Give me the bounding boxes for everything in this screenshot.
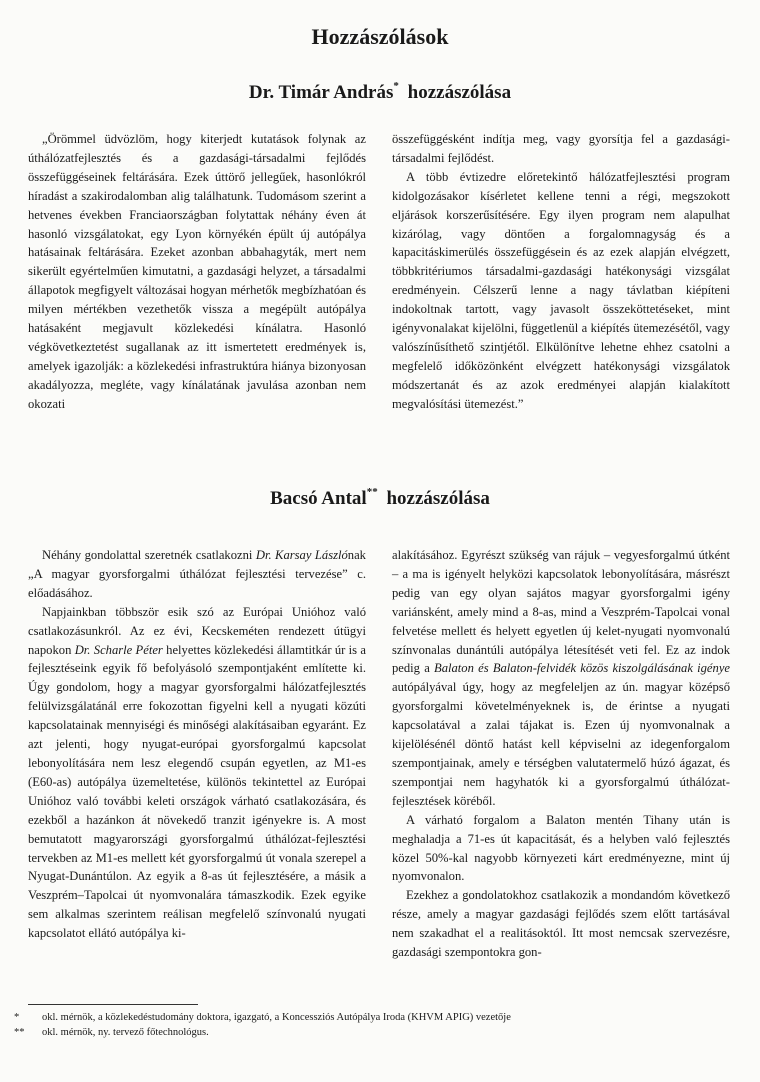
footnote-text: okl. mérnök, a közlekedéstudomány doktora, igazgató, a Koncessziós Autópálya Iroda (KHVM APIG) vezetője <box>42 1012 511 1023</box>
heading-suffix: hozzászólása <box>407 82 512 103</box>
left-column <box>28 130 366 414</box>
footnote-marker: * <box>393 80 399 92</box>
author-name: Dr. Timár András <box>248 82 394 103</box>
section-2-heading <box>0 486 760 510</box>
footnote-divider <box>28 1004 198 1005</box>
paragraph <box>392 886 730 962</box>
footnote <box>12 1025 742 1040</box>
text-run: Napjainkban többször esik szó az Európai Unióhoz való csatlakozásunkról. Az ez évi, Kecskeméten rendezett útügyi napokon <box>28 604 366 657</box>
paragraph: A több évtizedre előretekintő hálózatfejlesztési program kidolgozásakor kísérletet kellene tenni a régi, megszokott eljárások korszerűsítésére. Egy ilyen program nem alapulhat kizárólag, vagy döntően a forgalomnagyság és a kapacitáskimerülés összefüggésein és az ezek alapján elvégzett, többkritériumos társadalmi-gazdasági hatékonysági vizsgálat eredményein. Célszerű lenne a nagy távlatban kiépíteni indokoltnak tartott, vagy javasolt összeköttetéseket, mint igényvonalakat kijelölni, függetlenül a kiépítés ütemezésétől, vagy valószínűsíthető szintjétől. Elkülönítve lehetne ehhez csatolni a megfelelő időközönként elvégzett hatékonysági vizsgálatok módszertanát és az azok eredményei alapján kialakított megvalósítási ütemezést.” <box>392 169 730 411</box>
author-name: Bacsó Antal <box>270 488 367 509</box>
text-run: Néhány gondolattal szeretnék csatlakozni <box>42 548 256 562</box>
left-column <box>28 546 366 962</box>
footnote-text: okl. mérnök, ny. tervező főtechnológus. <box>42 1027 209 1038</box>
paragraph: „Örömmel üdvözlöm, hogy kiterjedt kutatások folynak az úthálózatfejlesztés és a gazdasági-társadalmi fejlődés összefüggéseinek feltárására. Ezek úttörő jellegűek, hasonlókról híradást a szakirodalomban alig találhatunk. Tudomásom szerint a hetvenes években Franciaországban folytattak néhány éven át hasonló vizsgálatokat, egy Lyon környékén épült új autópálya hatásainak feltárására. Ezeket azonban abbahagyták, mert nem sikerült egyértelműen kimutatni, a gazdasági helyzet, a társadalmi állapotok megfigyelt változásai hogyan mérhetők megbízhatóan és milyen mértékben vezethetők vissza a megépült autópálya hatásaként megjavult közlekedési kínálatra. Hasonló végkövetkeztetést sugallanak az itt ismertetett eredmények is, amelyek igazolják: a közlekedési infrastruktúra hiánya bizonyosan akadályozza, megléte, vagy kínálatának javulása azonban nem okozati <box>28 132 366 411</box>
page-title: Hozzászólások <box>311 24 449 49</box>
paragraph <box>28 603 366 943</box>
section-2-body <box>28 546 730 962</box>
paragraph <box>392 546 730 811</box>
heading-suffix: hozzászólása <box>386 488 490 509</box>
italic-name: Dr. Scharle Péter <box>74 642 163 657</box>
text-run: Ezekhez a gondolatokhoz csatlakozik a mondandóm következő része, amely a magyar gazdasági fejlődés szem előtt tartásával nem szakadhat el a realitásoktól. Itt most nemcsak szervezésre, gazdasági szempontokra gon- <box>392 888 730 960</box>
text-run: A várható forgalom a Balaton mentén Tihany után is meghaladja a 71-es út kapacitását, és a helyben való fejlesztés közel 50%-kal nagyobb környezeti kárt eredményezne, mint új nyomvonalon. <box>392 812 730 884</box>
footnote-mark: ** <box>14 1027 25 1038</box>
paragraph: összefüggésként indítja meg, vagy gyorsítja fel a gazdasági-társadalmi fejlődést. <box>392 132 730 165</box>
section-1-heading <box>0 80 760 104</box>
paragraph <box>392 811 730 887</box>
text-run: alakításához. Egyrészt szükség van rájuk – vegyesforgalmú útként – a ma is igényelt helyközi kapcsolatok lebonyolítására, másrészt pedig van egy olyan sajátos magyar gyorsforgalmi igény variánsként, amely mind a 8-as, mind a Veszprém-Tapolcai vonal felvetése mellett és helyett egyetlen új kelet-nyugati nyomvonalú színvonalas dunántúli autópálya létesítését veti fel. Ez az indok pedig a <box>392 548 730 676</box>
section-1-body <box>28 130 730 414</box>
footnote-mark: * <box>14 1012 20 1023</box>
right-column <box>392 546 730 962</box>
footnote-marker: ** <box>366 486 378 498</box>
italic-name: Dr. Karsay László <box>255 548 348 562</box>
italic-name: Balaton és Balaton-felvidék közös kiszolgálásának igénye <box>434 661 731 676</box>
text-run: helyettes közlekedési államtitkár úr is a fejlesztéseink egyik fő befolyásoló szempontjaként említette ki. Úgy gondolom, hogy a magyar gyorsforgalmi hálózatfejlesztés felülvizsgálatánál erre fokozottan figyelni kell a nyugati közúti kapcsolatainak mennyiségi és minőségi alakításaiban egyaránt. Ez azt jelenti, hogy nyugat-európai gyorsforgalmú kapcsolat lebonyolítására nem lesz elegendő csupán egyetlen, az M1-es (E60-as) autópálya üzemeltetése, különös tekintettel az Európai Unióhoz való további keleti országok várható csatlakozására, és ezekből a hazánkon át növekedő tranzit igényekre is. A most bemutatott magyarországi gyorsforgalmú úthálózat-fejlesztési tervekben az M1-es mellett két gyorsforgalmú út vonala szerepel a Nyugat-Dunántúlon. Az egyik a 8-as út fejlesztésére, a másik a Veszprém–Tapolcai út nyomvonalára támaszkodik. Ezek egyike sem alkalmas szerintem reálisan megfelelő színvonalú nyugati kapcsolatot ellátó autópálya ki- <box>28 642 366 941</box>
footnote <box>12 1010 742 1025</box>
footnotes <box>12 1010 742 1040</box>
text-run: nak „A magyar gyorsforgalmi úthálózat fejlesztési tervezése” c. előadásához. <box>28 548 366 600</box>
right-column <box>392 130 730 414</box>
paragraph <box>28 546 366 603</box>
text-run: autópályával úgy, hogy az megfeleljen az ún. magyar középső gyorsforgalmi követelményeknek is, de érintse a nyugati kapcsolatával a zalai tájakat is. Ezen új nyomvonalnak a kijelölésénél döntő hatást kell képviselni az idegenforgalom szempontjainak, amely e térségben valutatermelő húzó ágazat, és szempontjai nem hagyhatók ki a gyorsforgalmú úthálózat-fejlesztések köréből. <box>392 680 730 808</box>
